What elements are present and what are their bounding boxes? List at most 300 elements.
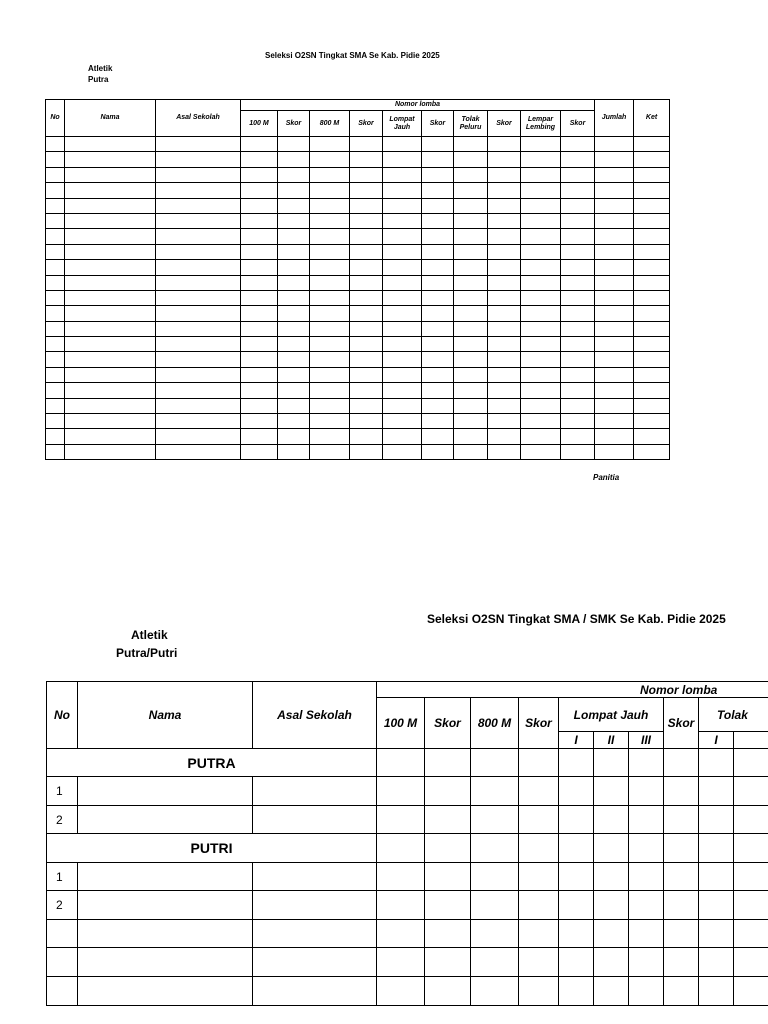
table-cell[interactable] xyxy=(422,306,454,321)
table-cell[interactable] xyxy=(425,891,471,920)
table-cell[interactable] xyxy=(383,260,422,275)
table-cell[interactable] xyxy=(241,244,278,259)
table-cell[interactable] xyxy=(46,198,65,213)
table-cell[interactable] xyxy=(383,414,422,429)
table-cell[interactable] xyxy=(488,321,521,336)
table-cell[interactable] xyxy=(595,290,634,305)
table-cell[interactable] xyxy=(594,806,629,834)
table-cell[interactable] xyxy=(454,260,488,275)
table-cell[interactable] xyxy=(310,229,350,244)
table-cell[interactable] xyxy=(377,806,425,834)
table-cell[interactable] xyxy=(422,429,454,444)
table-cell[interactable] xyxy=(350,152,383,167)
table-cell[interactable] xyxy=(310,337,350,352)
table-cell[interactable] xyxy=(488,137,521,152)
table-cell[interactable] xyxy=(156,275,241,290)
table-cell[interactable] xyxy=(350,167,383,182)
table-cell[interactable] xyxy=(629,806,664,834)
table-cell[interactable] xyxy=(422,167,454,182)
table-cell[interactable] xyxy=(471,806,519,834)
table-cell[interactable] xyxy=(383,337,422,352)
table-cell[interactable] xyxy=(595,398,634,413)
table-cell[interactable] xyxy=(559,777,594,806)
table-cell[interactable] xyxy=(561,306,595,321)
table-cell[interactable] xyxy=(253,977,377,1006)
table-cell[interactable] xyxy=(46,414,65,429)
table-cell[interactable] xyxy=(629,948,664,977)
table-cell[interactable] xyxy=(519,891,559,920)
table-cell[interactable] xyxy=(310,429,350,444)
table-cell[interactable] xyxy=(471,749,519,777)
table-cell[interactable] xyxy=(521,260,561,275)
table-cell[interactable] xyxy=(422,290,454,305)
table-cell[interactable] xyxy=(383,244,422,259)
table-cell[interactable] xyxy=(454,198,488,213)
table-cell[interactable] xyxy=(699,891,734,920)
table-cell[interactable] xyxy=(46,275,65,290)
table-cell[interactable] xyxy=(310,306,350,321)
table-cell[interactable] xyxy=(422,213,454,228)
table-cell[interactable] xyxy=(425,977,471,1006)
table-cell[interactable] xyxy=(521,383,561,398)
table-cell[interactable] xyxy=(78,863,253,891)
table-cell[interactable] xyxy=(519,977,559,1006)
table-cell[interactable] xyxy=(422,137,454,152)
table-cell[interactable] xyxy=(46,183,65,198)
table-cell[interactable] xyxy=(350,198,383,213)
table-cell[interactable] xyxy=(521,352,561,367)
table-cell[interactable] xyxy=(241,321,278,336)
table-cell[interactable] xyxy=(734,920,768,948)
table-cell[interactable] xyxy=(521,444,561,459)
table-cell[interactable] xyxy=(383,398,422,413)
table-cell[interactable] xyxy=(65,183,156,198)
table-cell[interactable] xyxy=(561,213,595,228)
table-cell[interactable] xyxy=(278,152,310,167)
table-cell[interactable] xyxy=(488,260,521,275)
table-cell[interactable] xyxy=(561,137,595,152)
table-cell[interactable] xyxy=(561,275,595,290)
table-cell[interactable] xyxy=(559,749,594,777)
table-cell[interactable] xyxy=(383,183,422,198)
table-cell[interactable] xyxy=(156,290,241,305)
table-cell[interactable] xyxy=(519,948,559,977)
table-cell[interactable] xyxy=(664,777,699,806)
table-cell[interactable] xyxy=(594,891,629,920)
table-cell[interactable] xyxy=(350,229,383,244)
table-cell[interactable] xyxy=(241,213,278,228)
table-cell[interactable] xyxy=(488,229,521,244)
table-cell[interactable] xyxy=(521,244,561,259)
table-cell[interactable] xyxy=(422,352,454,367)
table-cell[interactable] xyxy=(278,260,310,275)
table-cell[interactable] xyxy=(595,229,634,244)
table-cell[interactable] xyxy=(561,183,595,198)
table-cell[interactable] xyxy=(561,352,595,367)
table-cell[interactable] xyxy=(310,321,350,336)
table-cell[interactable] xyxy=(350,306,383,321)
table-cell[interactable] xyxy=(488,398,521,413)
table-cell[interactable] xyxy=(47,977,78,1006)
table-cell[interactable] xyxy=(559,920,594,948)
table-cell[interactable] xyxy=(664,977,699,1006)
table-cell[interactable] xyxy=(634,183,670,198)
table-cell[interactable] xyxy=(595,337,634,352)
table-cell[interactable] xyxy=(377,977,425,1006)
table-cell[interactable] xyxy=(699,749,734,777)
table-cell[interactable] xyxy=(46,306,65,321)
table-cell[interactable] xyxy=(664,863,699,891)
table-cell[interactable] xyxy=(594,834,629,863)
table-cell[interactable] xyxy=(521,198,561,213)
table-cell[interactable] xyxy=(156,367,241,382)
table-cell[interactable] xyxy=(595,321,634,336)
table-cell[interactable] xyxy=(521,337,561,352)
table-cell[interactable] xyxy=(383,198,422,213)
table-cell[interactable] xyxy=(241,306,278,321)
table-cell[interactable] xyxy=(519,806,559,834)
table-cell[interactable] xyxy=(488,183,521,198)
table-cell[interactable] xyxy=(629,920,664,948)
table-cell[interactable] xyxy=(278,429,310,444)
table-cell[interactable] xyxy=(241,152,278,167)
table-cell[interactable] xyxy=(241,352,278,367)
table-cell[interactable] xyxy=(664,749,699,777)
table-cell[interactable] xyxy=(454,367,488,382)
table-cell[interactable] xyxy=(46,213,65,228)
table-cell[interactable] xyxy=(46,367,65,382)
table-cell[interactable] xyxy=(634,444,670,459)
table-cell[interactable] xyxy=(561,290,595,305)
table-cell[interactable] xyxy=(422,183,454,198)
table-cell[interactable] xyxy=(634,275,670,290)
table-cell[interactable] xyxy=(310,167,350,182)
table-cell[interactable] xyxy=(350,183,383,198)
table-cell[interactable] xyxy=(521,321,561,336)
table-cell[interactable] xyxy=(156,414,241,429)
table-cell[interactable] xyxy=(156,137,241,152)
table-cell[interactable] xyxy=(471,777,519,806)
table-cell[interactable] xyxy=(422,444,454,459)
table-cell[interactable] xyxy=(350,321,383,336)
table-cell[interactable] xyxy=(241,383,278,398)
table-cell[interactable] xyxy=(561,244,595,259)
table-cell[interactable] xyxy=(699,977,734,1006)
table-cell[interactable] xyxy=(488,167,521,182)
table-cell[interactable] xyxy=(350,352,383,367)
table-cell[interactable] xyxy=(241,398,278,413)
table-cell[interactable] xyxy=(156,152,241,167)
table-cell[interactable] xyxy=(559,806,594,834)
table-cell[interactable] xyxy=(47,920,78,948)
table-cell[interactable] xyxy=(78,977,253,1006)
table-cell[interactable] xyxy=(521,290,561,305)
table-cell[interactable] xyxy=(65,137,156,152)
table-cell[interactable] xyxy=(561,367,595,382)
table-cell[interactable] xyxy=(454,398,488,413)
table-cell[interactable] xyxy=(634,414,670,429)
table-cell[interactable] xyxy=(156,244,241,259)
table-cell[interactable] xyxy=(65,213,156,228)
table-cell[interactable] xyxy=(156,167,241,182)
table-cell[interactable] xyxy=(634,321,670,336)
table-cell[interactable] xyxy=(425,749,471,777)
table-cell[interactable] xyxy=(488,152,521,167)
table-cell[interactable] xyxy=(734,863,768,891)
table-cell[interactable] xyxy=(634,398,670,413)
table-cell[interactable] xyxy=(699,834,734,863)
table-cell[interactable] xyxy=(383,152,422,167)
table-cell[interactable] xyxy=(488,275,521,290)
table-cell[interactable] xyxy=(350,137,383,152)
table-cell[interactable] xyxy=(156,183,241,198)
table-cell[interactable] xyxy=(278,137,310,152)
table-cell[interactable] xyxy=(78,920,253,948)
table-cell[interactable] xyxy=(488,337,521,352)
table-cell[interactable] xyxy=(65,321,156,336)
table-cell[interactable] xyxy=(422,383,454,398)
table-cell[interactable] xyxy=(488,198,521,213)
table-cell[interactable] xyxy=(595,306,634,321)
table-cell[interactable] xyxy=(383,352,422,367)
table-cell[interactable] xyxy=(156,444,241,459)
table-cell[interactable] xyxy=(488,367,521,382)
table-cell[interactable] xyxy=(65,383,156,398)
table-cell[interactable] xyxy=(377,834,425,863)
table-cell[interactable] xyxy=(65,244,156,259)
table-cell[interactable] xyxy=(241,337,278,352)
table-cell[interactable] xyxy=(377,749,425,777)
table-cell[interactable] xyxy=(559,891,594,920)
table-cell[interactable] xyxy=(65,444,156,459)
table-cell[interactable] xyxy=(521,275,561,290)
table-cell[interactable] xyxy=(46,444,65,459)
table-cell[interactable] xyxy=(664,948,699,977)
table-cell[interactable] xyxy=(594,920,629,948)
table-cell[interactable] xyxy=(488,352,521,367)
table-cell[interactable] xyxy=(65,152,156,167)
table-cell[interactable] xyxy=(425,806,471,834)
table-cell[interactable] xyxy=(471,891,519,920)
table-cell[interactable] xyxy=(156,213,241,228)
table-cell[interactable] xyxy=(310,290,350,305)
table-cell[interactable] xyxy=(383,429,422,444)
table-cell[interactable] xyxy=(65,429,156,444)
table-cell[interactable] xyxy=(65,414,156,429)
table-cell[interactable] xyxy=(65,367,156,382)
table-cell[interactable] xyxy=(561,414,595,429)
table-cell[interactable] xyxy=(310,398,350,413)
table-cell[interactable] xyxy=(561,198,595,213)
table-cell[interactable] xyxy=(664,834,699,863)
table-cell[interactable] xyxy=(521,367,561,382)
table-cell[interactable] xyxy=(253,863,377,891)
table-cell[interactable] xyxy=(734,948,768,977)
table-cell[interactable] xyxy=(594,777,629,806)
table-cell[interactable] xyxy=(595,367,634,382)
table-cell[interactable] xyxy=(734,891,768,920)
table-cell[interactable] xyxy=(595,213,634,228)
table-cell[interactable] xyxy=(350,398,383,413)
table-cell[interactable] xyxy=(561,337,595,352)
table-cell[interactable] xyxy=(559,834,594,863)
table-cell[interactable] xyxy=(278,306,310,321)
table-cell[interactable] xyxy=(561,398,595,413)
table-cell[interactable] xyxy=(310,198,350,213)
table-cell[interactable] xyxy=(734,749,768,777)
table-cell[interactable] xyxy=(46,352,65,367)
table-cell[interactable] xyxy=(46,429,65,444)
table-cell[interactable] xyxy=(561,444,595,459)
table-cell[interactable] xyxy=(46,229,65,244)
table-cell[interactable] xyxy=(383,444,422,459)
table-cell[interactable] xyxy=(310,137,350,152)
table-cell[interactable] xyxy=(734,977,768,1006)
table-cell[interactable] xyxy=(634,244,670,259)
table-cell[interactable] xyxy=(422,275,454,290)
table-cell[interactable] xyxy=(734,806,768,834)
table-cell[interactable] xyxy=(241,229,278,244)
table-cell[interactable] xyxy=(471,920,519,948)
table-cell[interactable] xyxy=(699,806,734,834)
table-cell[interactable] xyxy=(278,367,310,382)
table-cell[interactable] xyxy=(46,137,65,152)
table-cell[interactable] xyxy=(65,260,156,275)
table-cell[interactable] xyxy=(561,383,595,398)
table-cell[interactable] xyxy=(454,167,488,182)
table-cell[interactable] xyxy=(156,229,241,244)
table-cell[interactable] xyxy=(629,834,664,863)
table-cell[interactable] xyxy=(422,337,454,352)
table-cell[interactable] xyxy=(377,777,425,806)
table-cell[interactable] xyxy=(278,244,310,259)
table-cell[interactable] xyxy=(454,383,488,398)
table-cell[interactable] xyxy=(46,321,65,336)
table-cell[interactable] xyxy=(699,777,734,806)
table-cell[interactable] xyxy=(78,806,253,834)
table-cell[interactable] xyxy=(561,229,595,244)
table-cell[interactable] xyxy=(310,260,350,275)
table-cell[interactable] xyxy=(377,920,425,948)
table-cell[interactable] xyxy=(629,777,664,806)
table-cell[interactable] xyxy=(310,244,350,259)
table-cell[interactable] xyxy=(594,863,629,891)
table-cell[interactable] xyxy=(383,383,422,398)
table-cell[interactable] xyxy=(46,383,65,398)
table-cell[interactable] xyxy=(629,977,664,1006)
table-cell[interactable] xyxy=(488,429,521,444)
table-cell[interactable] xyxy=(310,367,350,382)
table-cell[interactable] xyxy=(383,213,422,228)
table-cell[interactable] xyxy=(241,367,278,382)
table-cell[interactable] xyxy=(278,213,310,228)
table-cell[interactable] xyxy=(156,198,241,213)
table-cell[interactable] xyxy=(634,260,670,275)
table-cell[interactable] xyxy=(241,198,278,213)
table-cell[interactable] xyxy=(634,383,670,398)
table-cell[interactable] xyxy=(383,306,422,321)
table-cell[interactable] xyxy=(241,444,278,459)
table-cell[interactable] xyxy=(634,137,670,152)
table-cell[interactable] xyxy=(634,290,670,305)
table-cell[interactable] xyxy=(46,167,65,182)
table-cell[interactable] xyxy=(383,167,422,182)
table-cell[interactable] xyxy=(634,213,670,228)
table-cell[interactable] xyxy=(65,398,156,413)
table-cell[interactable] xyxy=(488,414,521,429)
table-cell[interactable] xyxy=(454,275,488,290)
table-cell[interactable] xyxy=(278,167,310,182)
table-cell[interactable] xyxy=(454,444,488,459)
table-cell[interactable] xyxy=(278,337,310,352)
table-cell[interactable] xyxy=(521,429,561,444)
table-cell[interactable] xyxy=(699,948,734,977)
table-cell[interactable] xyxy=(595,444,634,459)
table-cell[interactable] xyxy=(350,414,383,429)
table-cell[interactable] xyxy=(561,260,595,275)
table-cell[interactable] xyxy=(594,977,629,1006)
table-cell[interactable] xyxy=(454,244,488,259)
table-cell[interactable] xyxy=(156,383,241,398)
table-cell[interactable] xyxy=(310,444,350,459)
table-cell[interactable] xyxy=(488,444,521,459)
table-cell[interactable] xyxy=(519,834,559,863)
table-cell[interactable] xyxy=(278,398,310,413)
table-cell[interactable] xyxy=(422,398,454,413)
table-cell[interactable] xyxy=(454,213,488,228)
table-cell[interactable] xyxy=(156,429,241,444)
table-cell[interactable] xyxy=(425,948,471,977)
table-cell[interactable] xyxy=(454,352,488,367)
table-cell[interactable] xyxy=(65,198,156,213)
table-cell[interactable] xyxy=(634,352,670,367)
table-cell[interactable] xyxy=(156,260,241,275)
table-cell[interactable] xyxy=(561,429,595,444)
table-cell[interactable] xyxy=(561,152,595,167)
table-cell[interactable] xyxy=(65,337,156,352)
table-cell[interactable] xyxy=(278,275,310,290)
table-cell[interactable] xyxy=(425,777,471,806)
table-cell[interactable] xyxy=(422,198,454,213)
table-cell[interactable] xyxy=(559,977,594,1006)
table-cell[interactable] xyxy=(350,213,383,228)
table-cell[interactable] xyxy=(471,834,519,863)
table-cell[interactable] xyxy=(310,414,350,429)
table-cell[interactable] xyxy=(278,183,310,198)
table-cell[interactable] xyxy=(383,137,422,152)
table-cell[interactable] xyxy=(422,414,454,429)
table-cell[interactable] xyxy=(595,414,634,429)
table-cell[interactable] xyxy=(595,260,634,275)
table-cell[interactable] xyxy=(46,290,65,305)
table-cell[interactable] xyxy=(521,213,561,228)
table-cell[interactable] xyxy=(471,948,519,977)
table-cell[interactable] xyxy=(594,749,629,777)
table-cell[interactable] xyxy=(253,777,377,806)
table-cell[interactable] xyxy=(634,367,670,382)
table-cell[interactable] xyxy=(519,863,559,891)
table-cell[interactable] xyxy=(521,167,561,182)
table-cell[interactable] xyxy=(629,891,664,920)
table-cell[interactable] xyxy=(595,183,634,198)
table-cell[interactable] xyxy=(350,444,383,459)
table-cell[interactable] xyxy=(454,152,488,167)
table-cell[interactable] xyxy=(65,167,156,182)
table-cell[interactable] xyxy=(664,806,699,834)
table-cell[interactable] xyxy=(521,398,561,413)
table-cell[interactable] xyxy=(65,306,156,321)
table-cell[interactable] xyxy=(521,152,561,167)
